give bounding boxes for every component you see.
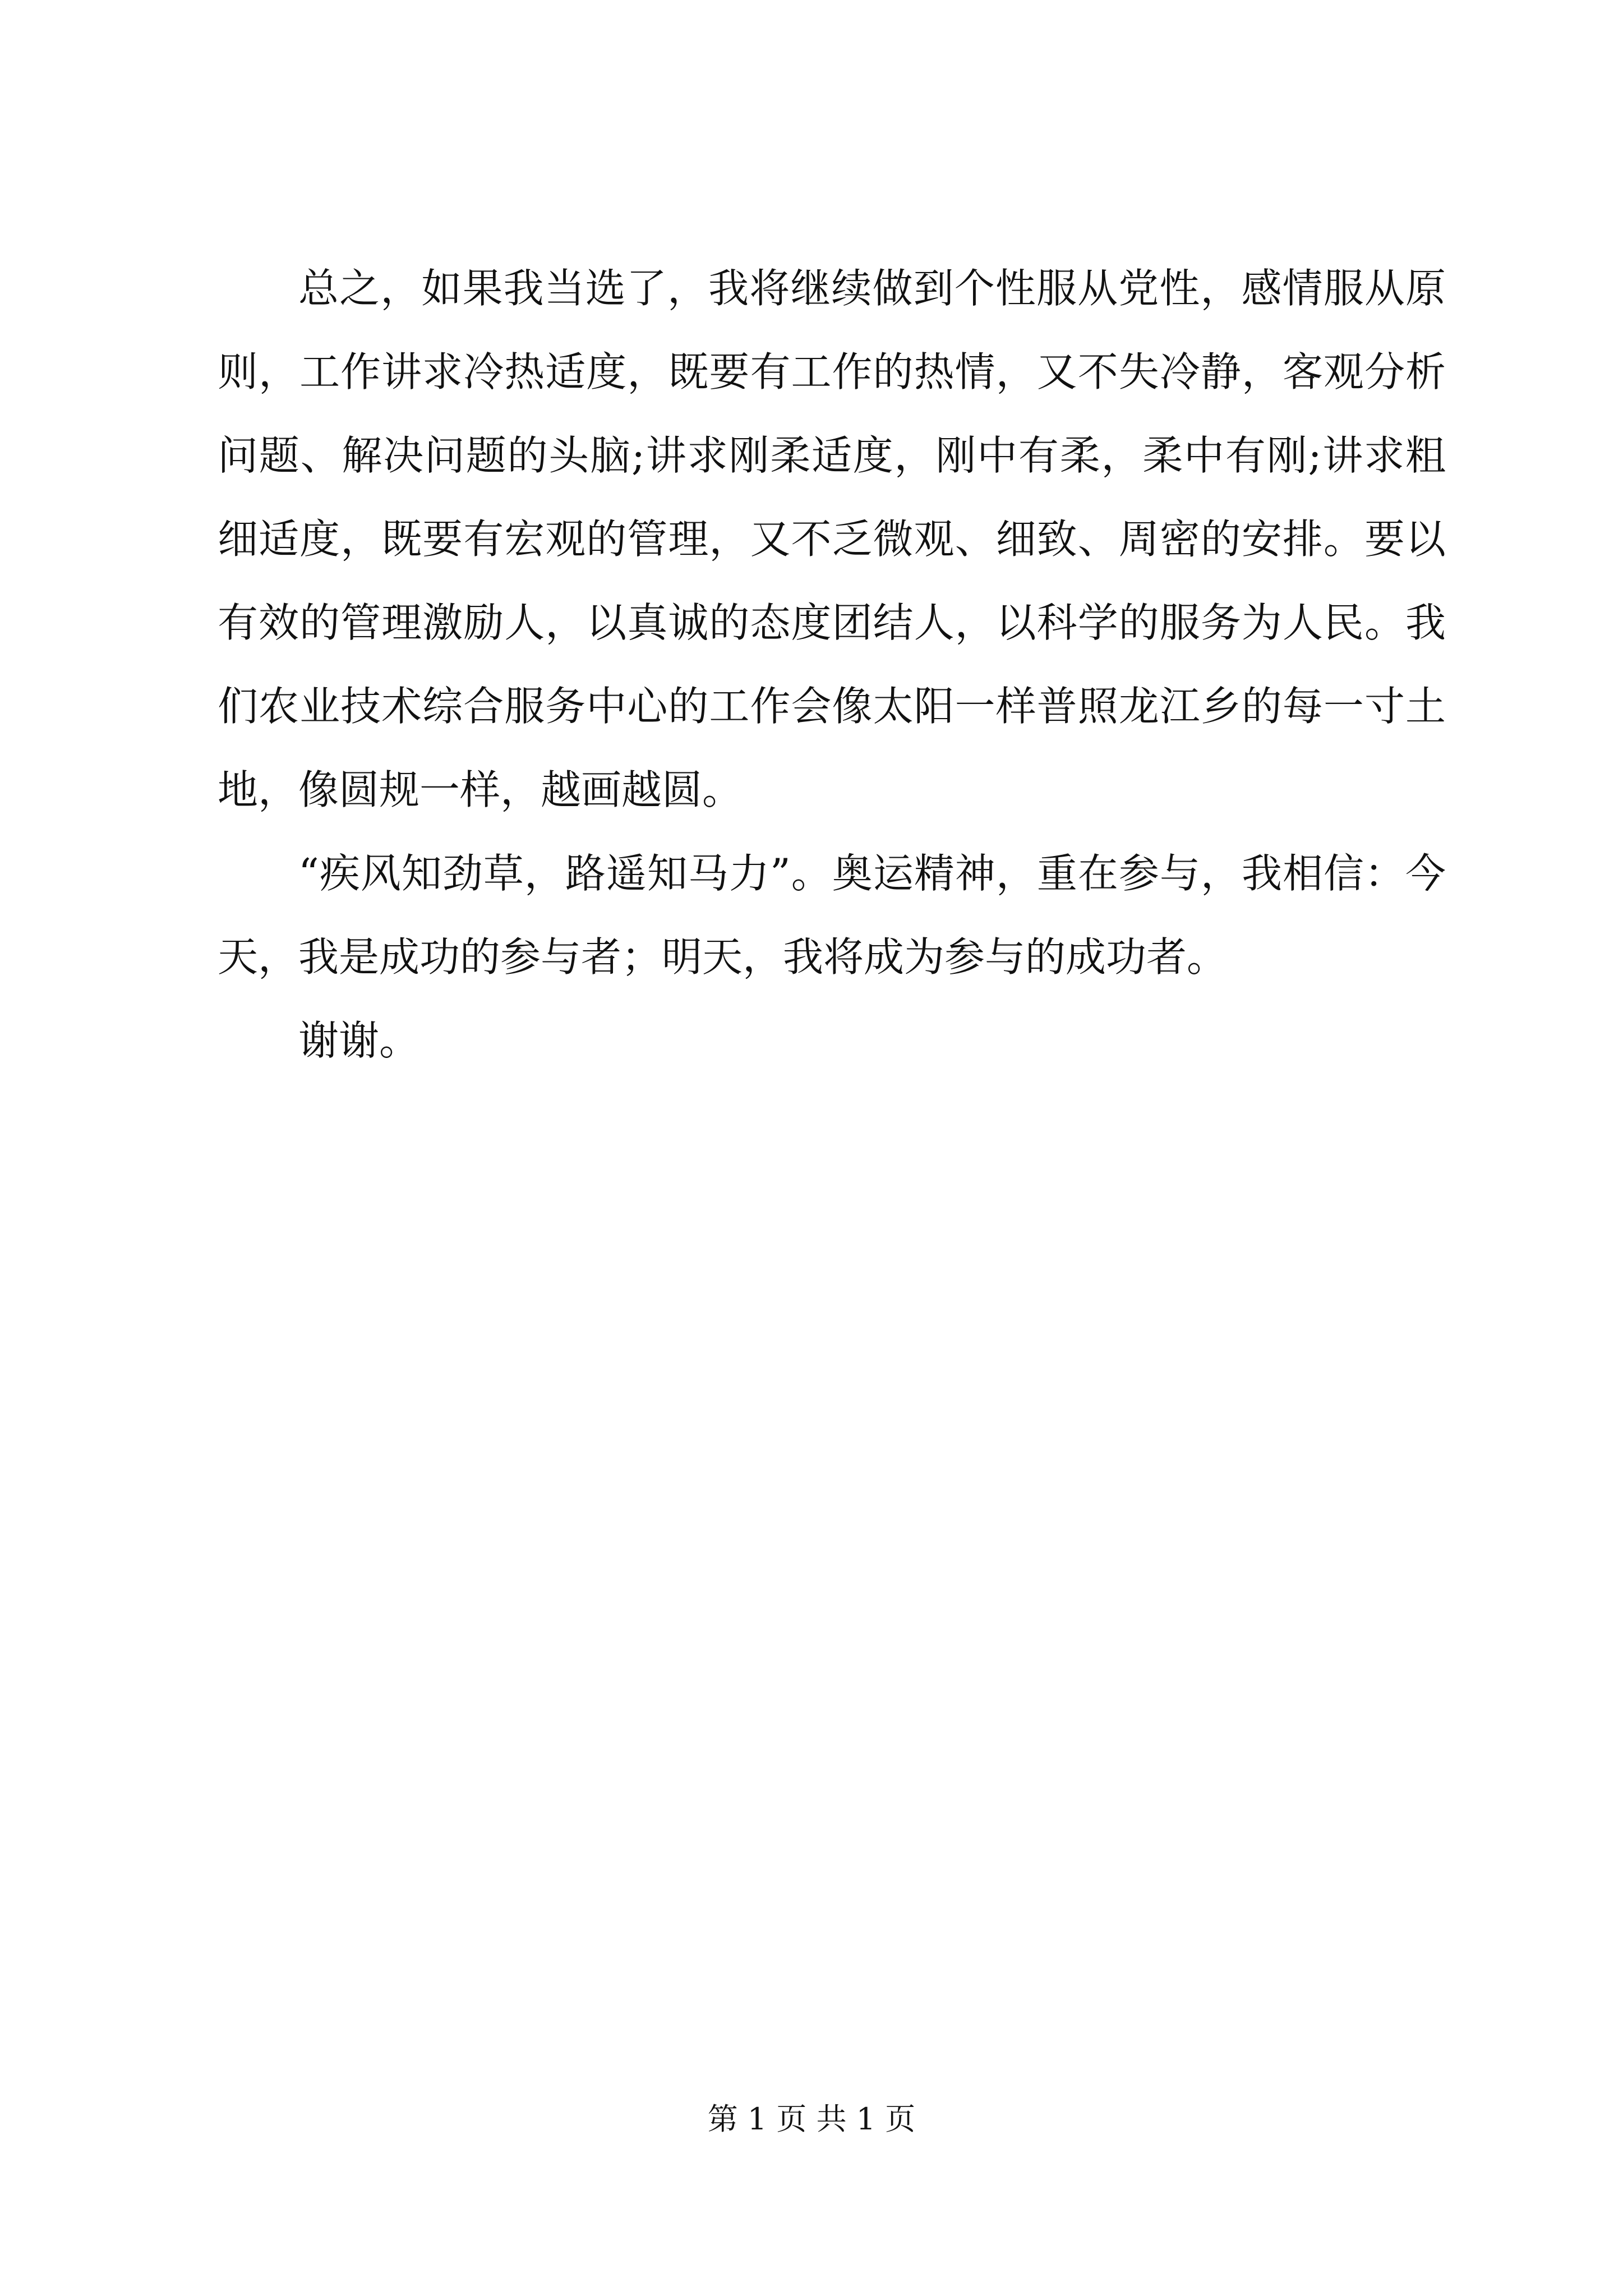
paragraph-thanks: 谢谢。 — [298, 1017, 420, 1064]
page-number-footer: 第 1 页 共 1 页 — [707, 2101, 916, 2137]
document-body — [218, 247, 1446, 1083]
paragraph-quote: “疾风知劲草，路遥知马力”。奥运精神，重在参与，我相信：今天，我是成功的参与者；明天，我将成为参与的成功者。 — [218, 850, 1446, 981]
paragraph-conclusion: 总之，如果我当选了，我将继续做到个性服从党性，感情服从原则，工作讲求冷热适度，既要有工作的热情，又不失冷静，客观分析问题、解决问题的头脑;讲求刚柔适度，刚中有柔，柔中有刚;讲求粗细适度，既要有宏观的管理，又不乏微观、细致、周密的安排。要以有效的管理激励人，以真诚的态度团结人，以科学的服务为人民。我们农业技术综合服务中心的工作会像太阳一样普照龙江乡的每一寸土地，像圆规一样，越画越圆。 — [218, 265, 1446, 813]
